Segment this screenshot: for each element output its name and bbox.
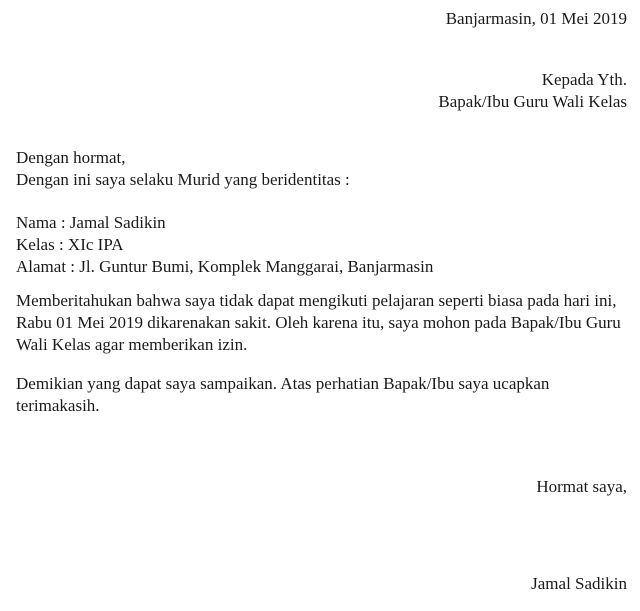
signature-name-line: Jamal Sadikin [531, 574, 627, 593]
salutation-block [16, 147, 627, 191]
identity-block [16, 212, 627, 278]
letter-date-line: Banjarmasin, 01 Mei 2019 [445, 9, 627, 28]
identity-kelas-line: Kelas : XIc IPA [16, 235, 124, 254]
body-paragraph-1: Memberitahukan bahwa saya tidak dapat mengikuti pelajaran seperti biasa pada hari ini, Rabu 01 Mei 2019 dikarenakan sakit. Oleh karena itu, saya mohon pada Bapak/Ibu Guru Wali Kelas agar memberikan izin. [16, 291, 621, 354]
identity-nama-line: Nama : Jamal Sadikin [16, 213, 166, 232]
recipient-block [16, 69, 627, 113]
intro-line: Dengan ini saya selaku Murid yang beridentitas : [16, 170, 350, 189]
recipient-name-line: Bapak/Ibu Guru Wali Kelas [438, 92, 627, 111]
closing-line: Hormat saya, [536, 477, 627, 496]
salutation-line: Dengan hormat, [16, 148, 126, 167]
recipient-salute-line: Kepada Yth. [541, 70, 627, 89]
identity-alamat-line: Alamat : Jl. Guntur Bumi, Komplek Manggarai, Banjarmasin [16, 257, 434, 276]
body-paragraph-2: Demikian yang dapat saya sampaikan. Atas perhatian Bapak/Ibu saya ucapkan terimakasih. [16, 374, 550, 415]
